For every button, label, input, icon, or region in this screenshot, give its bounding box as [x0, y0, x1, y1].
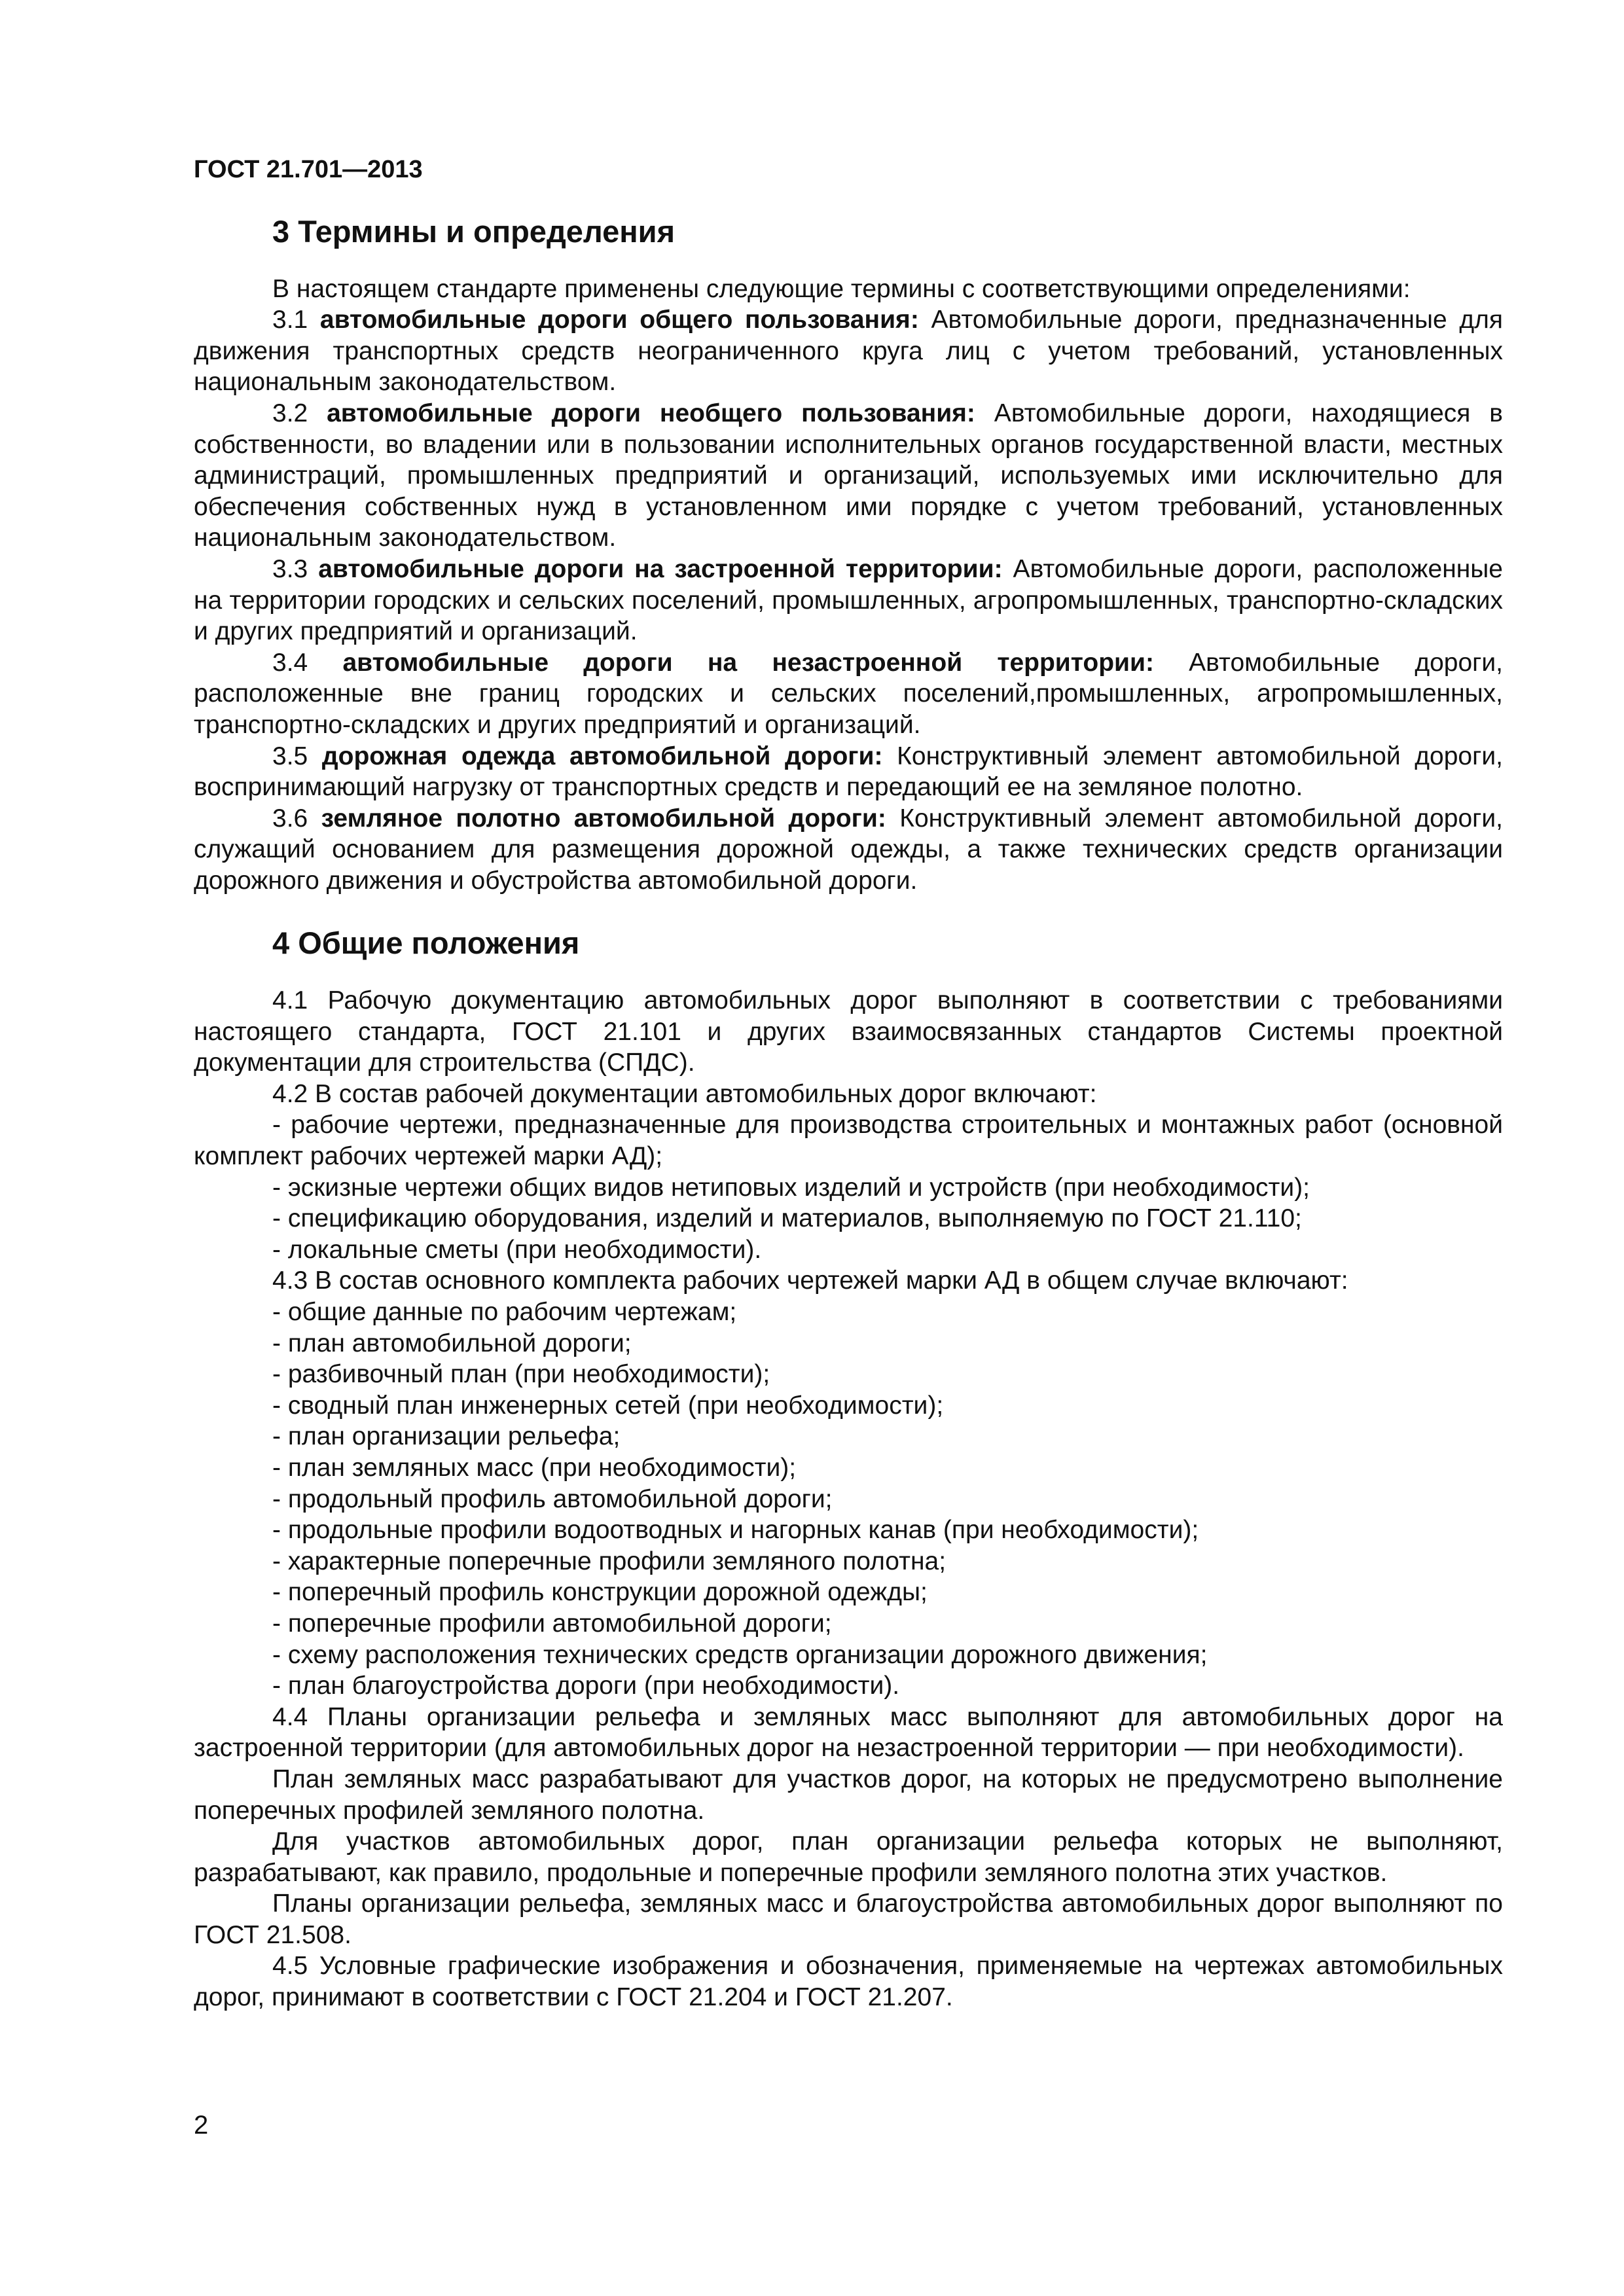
term-number: 3.4 — [272, 648, 343, 677]
term-number: 3.5 — [272, 742, 322, 770]
term-number: 3.6 — [272, 804, 321, 833]
section-4-title: 4 Общие положения — [272, 925, 580, 961]
clause-4-2: 4.2 В состав рабочей документации автомобильных дорог включают: — [272, 1079, 1097, 1108]
term-definition: Автомобильные дороги, предназначенные для движения транспортных средств неограниченного круга лиц с учетом требований, установленных национальным законодательством. — [194, 306, 1503, 397]
term-3-4 — [194, 647, 1503, 741]
section-3-intro: В настоящем стандарте применены следующие термины с соответствующими определениями: — [272, 274, 1411, 303]
list-item: - разбивочный план (при необходимости); — [272, 1360, 770, 1389]
term-title: автомобильные дороги общего пользования: — [319, 306, 919, 334]
list-item: - спецификацию оборудования, изделий и материалов, выполняемую по ГОСТ 21.110; — [272, 1204, 1302, 1233]
list-item: - план земляных масс (при необходимости); — [272, 1453, 797, 1482]
list-item: - поперечные профили автомобильной дороги; — [272, 1609, 832, 1638]
term-title: автомобильные дороги на застроенной территории: — [318, 554, 1003, 583]
term-title: дорожная одежда автомобильной дороги: — [321, 742, 883, 770]
clause-4-4-paragraph-2: План земляных масс разрабатывают для участков дорог, на которых не предусмотрено выполнение поперечных профилей земляного полотна. — [194, 1765, 1503, 1825]
clause-4-3-list — [194, 1297, 1503, 1702]
clause-4-1: 4.1 Рабочую документацию автомобильных дорог выполняют в соответствии с требованиями настоящего стандарта, ГОСТ 21.101 и других взаимосвязанных стандартов Системы проектной документации для строительства (СПДС). — [194, 986, 1503, 1077]
list-item: - рабочие чертежи, предназначенные для производства строительных и монтажных работ (основной комплект рабочих чертежей марки АД); — [194, 1111, 1503, 1171]
list-item: - план благоустройства дороги (при необходимости). — [272, 1672, 900, 1700]
document-code-header: ГОСТ 21.701—2013 — [194, 156, 423, 183]
clause-4-3: 4.3 В состав основного комплекта рабочих чертежей марки АД в общем случае включают: — [272, 1266, 1348, 1295]
term-3-2 — [194, 398, 1503, 554]
term-definition: Автомобильные дороги, находящиеся в собственности, во владении или в пользовании исполнительных органов государственной власти, местных администраций, промышленных предприятий и организаций, используемых ими исключительно для обеспечения собственных нужд в установленном ими порядке с учетом требований, установленных национальным законодательством. — [194, 399, 1503, 552]
list-item: - общие данные по рабочим чертежам; — [272, 1298, 737, 1326]
list-item: - план автомобильной дороги; — [272, 1329, 632, 1357]
term-definition: Конструктивный элемент автомобильной дороги, служащий основанием для размещения дорожной одежды, а также технических средств организации дорожного движения и обустройства автомобильной дороги. — [194, 804, 1503, 895]
list-item: - сводный план инженерных сетей (при необходимости); — [272, 1391, 944, 1420]
term-number: 3.2 — [272, 399, 327, 427]
clause-4-4-paragraph-3: Для участков автомобильных дорог, план организации рельефа которых не выполняют, разрабатывают, как правило, продольные и поперечные профили земляного полотна этих участков. — [194, 1827, 1503, 1887]
document-body — [194, 216, 1503, 2013]
clause-4-4-paragraph-4: Планы организации рельефа, земляных масс и благоустройства автомобильных дорог выполняют по ГОСТ 21.508. — [194, 1890, 1503, 1949]
term-definition: Автомобильные дороги, расположенные на территории городских и сельских поселений, промышленных, агропромышленных, транспортно-складских и других предприятий и организаций. — [194, 554, 1503, 646]
term-title: автомобильные дороги на незастроенной территории: — [342, 648, 1154, 677]
term-3-6 — [194, 803, 1503, 897]
section-3-title: 3 Термины и определения — [272, 214, 675, 249]
clause-4-5: 4.5 Условные графические изображения и обозначения, применяемые на чертежах автомобильных дорог, принимают в соответствии с ГОСТ 21.204 и ГОСТ 21.207. — [194, 1952, 1503, 2012]
clause-4-2-list — [194, 1109, 1503, 1265]
list-item: - поперечный профиль конструкции дорожной одежды; — [272, 1578, 928, 1607]
term-title: автомобильные дороги необщего пользования: — [327, 399, 975, 427]
list-item: - план организации рельефа; — [272, 1422, 621, 1451]
list-item: - схему расположения технических средств организации дорожного движения; — [272, 1640, 1208, 1669]
term-definition: Конструктивный элемент автомобильной дороги, воспринимающий нагрузку от транспортных средств и передающий ее на земляное полотно. — [194, 742, 1503, 802]
list-item: - продольные профили водоотводных и нагорных канав (при необходимости); — [272, 1516, 1199, 1545]
term-3-3 — [194, 554, 1503, 647]
term-3-1 — [194, 304, 1503, 398]
clause-4-4: 4.4 Планы организации рельефа и земляных масс выполняют для автомобильных дорог на застроенной территории (для автомобильных дорог на незастроенной территории — при необходимости). — [194, 1702, 1503, 1763]
term-title: земляное полотно автомобильной дороги: — [321, 804, 886, 833]
term-number: 3.1 — [272, 306, 320, 334]
list-item: - эскизные чертежи общих видов нетиповых изделий и устройств (при необходимости); — [272, 1173, 1310, 1202]
list-item: - характерные поперечные профили земляного полотна; — [272, 1547, 947, 1575]
list-item: - продольный профиль автомобильной дороги; — [272, 1484, 833, 1513]
term-definition: Автомобильные дороги, расположенные вне границ городских и сельских поселений,промышленных, агропромышленных, транспортно-складских и других предприятий и организаций. — [194, 648, 1503, 739]
term-3-5 — [194, 741, 1503, 803]
term-number: 3.3 — [272, 554, 319, 583]
page-number: 2 — [194, 2111, 209, 2140]
list-item: - локальные сметы (при необходимости). — [272, 1235, 762, 1264]
